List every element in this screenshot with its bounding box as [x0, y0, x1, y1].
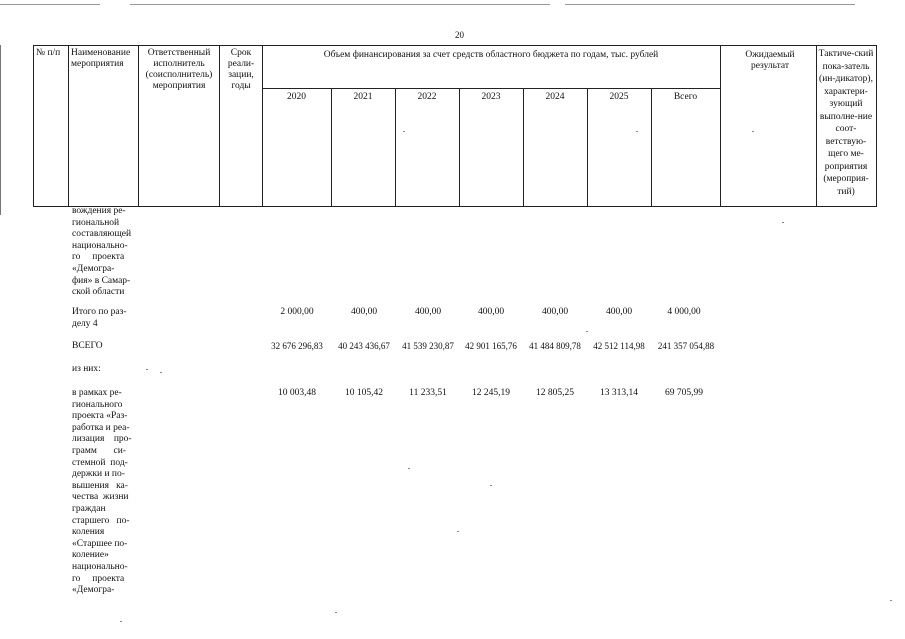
header-year-2020: 2020	[287, 92, 306, 102]
row-value: 241 357 054,88	[657, 341, 715, 351]
row-name: ВСЕГО	[72, 341, 103, 351]
header-col-funding: Объем финансирования за счет средств областного бюджета по годам, тыс. рублей	[323, 50, 659, 60]
row-name: вождения ре- гиональной составляющей национально- го проекта «Демогра- фия» в Самар- ской области	[72, 206, 132, 298]
row-value: 40 243 436,67	[338, 341, 390, 351]
row-value: 12 245,19	[472, 388, 510, 398]
row-value: 10 003,48	[278, 388, 316, 398]
row-value: 400,00	[541, 307, 569, 317]
row-value: 13 313,14	[600, 388, 638, 398]
row-value: 69 705,99	[665, 388, 703, 398]
row-name: из них:	[72, 364, 101, 374]
header-col-result: Ожидаемый результат	[745, 50, 795, 71]
row-value: 400,00	[477, 307, 505, 317]
row-value: 41 539 230,87	[402, 341, 454, 351]
row-value: 400,00	[350, 307, 378, 317]
header-year-2024: 2024	[545, 92, 565, 102]
header-col-indicator: Тактиче-ский пока-затель (ин-дикатор), характери-зующий выполне-ние соот-ветствую-щего ме-роприятия (мероприя-тий)	[818, 49, 874, 197]
row-value: 400,00	[605, 307, 633, 317]
header-year-2023: 2023	[481, 92, 501, 102]
row-value: 400,00	[414, 307, 442, 317]
row-name: в рамках ре- гионального проекта «Раз- работка и реа- лизация про- грамм си- стемной под- держки и по- вышения ка- чества жизни граждан старшего по- коления «Старшее по- коление» национально- го проекта «Демогра-	[72, 388, 132, 596]
row-value: 11 233,51	[409, 388, 447, 398]
row-value: 2 000,00	[280, 307, 314, 317]
header-year-total: Всего	[673, 92, 698, 102]
header-year-2022: 2022	[417, 92, 437, 102]
header-col-number: № п/п	[36, 48, 61, 58]
row-name: Итого по раз- делу 4	[72, 307, 127, 329]
row-value: 42 901 165,76	[465, 341, 517, 351]
row-value: 12 805,25	[536, 388, 574, 398]
row-value: 32 676 296,83	[271, 341, 323, 351]
header-col-term: Срок реали-зации, годы	[227, 48, 255, 91]
header-year-2021: 2021	[353, 92, 373, 102]
row-value: 41 484 809,78	[529, 341, 581, 351]
row-value: 10 105,42	[345, 388, 383, 398]
header-col-name: Наименование мероприятия	[71, 48, 131, 69]
row-value: 4 000,00	[667, 307, 701, 317]
row-value: 42 512 114,98	[593, 341, 645, 351]
page-number: 20	[455, 30, 464, 40]
header-year-2025: 2025	[609, 92, 629, 102]
header-col-responsible: Ответственный исполнитель (соисполнитель) мероприятия	[145, 48, 213, 91]
